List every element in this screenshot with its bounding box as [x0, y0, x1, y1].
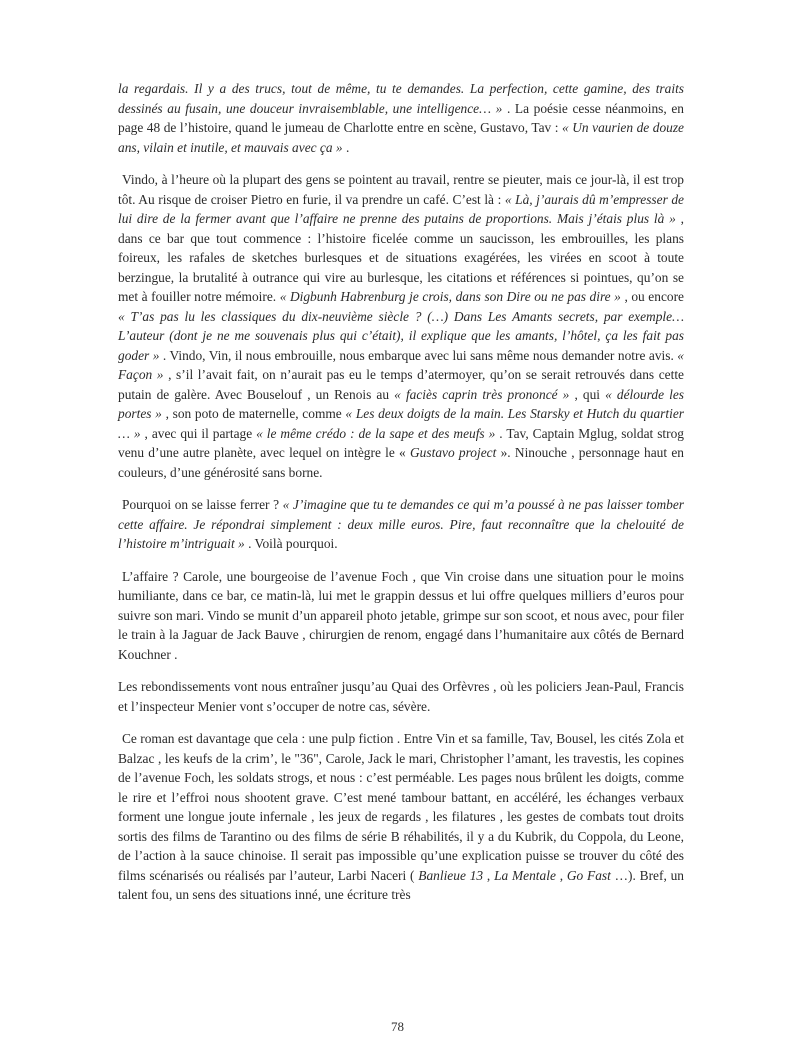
- text-run: , ou encore: [620, 289, 684, 304]
- text-run: , avec qui il partage: [140, 425, 257, 441]
- page-number: 78: [391, 1019, 404, 1034]
- text-run: , dans ce bar que tout commence : l’histoire ficelée comme un saucisson, les embrouilles, les plans foireux, les rafales de sketches burlesques et de situations exagérées, les virées en scoot à toute berzingue, la brutalité à outrance qui vire au burlesque, les citations et références si pointues, qu’on se met à fouiller notre mémoire.: [118, 211, 684, 304]
- italic-quote: La Mentale: [494, 867, 556, 883]
- italic-quote: Go Fast: [566, 867, 611, 883]
- text-run: ,: [483, 867, 495, 883]
- italic-quote: la regardais. Il y a des trucs, tout de même, tu te demandes. La perfection, cette gamine, des traits dessinés au fusain, une douceur invraisemblable, une intelligence… »: [118, 81, 684, 116]
- paragraph: [118, 79, 684, 157]
- text-run: .: [342, 139, 350, 155]
- paragraph: [118, 567, 684, 665]
- text-run: . Vindo, Vin, il nous embrouille, nous embarque avec lui sans même nous demander notre avis.: [159, 347, 678, 363]
- italic-quote: « Façon »: [118, 347, 684, 382]
- italic-quote: Banlieue 13: [418, 867, 484, 883]
- text-run: L’affaire ? Carole, une bourgeoise de l’avenue Foch , que Vin croise dans une situation pour le moins humiliante, dans ce bar, ce matin-là, lui met le grappin dessus et lui offre quelques milliers d’euros pour suivre son mari. Vindo se munit d’un appareil photo jetable, grimpe sur son scoot, et nous avec, pour filer le train à la Jaguar de Jack Bauve , chirurgien de renom, engagé dans l’humanitaire aux côtés de Bernard Kouchner .: [118, 568, 684, 662]
- italic-quote: Gustavo project: [410, 445, 497, 460]
- text-run: Ce roman est davantage que cela : une pulp fiction . Entre Vin et sa famille, Tav, Bousel, les cités Zola et Balzac , les keufs de la crim’, le "36", Carole, Jack le mari, Christopher l’amant, les travestis, les copines de l’avenue Foch, les soldats strogs, et nous : c’est perméable. Les pages nous brûlent les doigts, comme le rire et l’effroi nous shootent grave. C’est mené tambour battant, en accéléré, les échanges verbaux forment une longue joute infernale , les jeux de regards , les filatures , les gestes de combats tout droits sortis des films de Tarantino ou des films de série B réhabilités, il y a du Kubrik, du Coppola, du Leone, de l’action à la sauce chinoise. Il serait pas impossible qu’une explication puisse se trouver du côté des films scénarisés ou réalisés par l’auteur, Larbi Naceri (: [118, 731, 684, 883]
- text-run: . Voilà pourquoi.: [244, 536, 338, 551]
- text-run: ,: [555, 867, 567, 883]
- text-run: . La poésie cesse néanmoins, en page 48 de l’histoire, quand le jumeau de Charlotte entre en scène, Gustavo, Tav :: [118, 100, 684, 135]
- italic-quote: « faciès caprin très prononcé »: [394, 386, 570, 402]
- text-run: ». Ninouche , personnage haut en couleurs, d’une générosité sans borne.: [118, 445, 684, 480]
- paragraph: [118, 170, 684, 482]
- paragraph: [118, 495, 684, 554]
- paragraph: [118, 729, 684, 905]
- text-run: Vindo, à l’heure où la plupart des gens se pointent au travail, rentre se pieuter, mais ce jour-là, il est trop tôt. Au risque de croiser Pietro en furie, il va prendre un café. C’est là :: [118, 172, 684, 207]
- text-run: Les rebondissements vont nous entraîner jusqu’au Quai des Orfèvres , où les policiers Jean-Paul, Francis et l’inspecteur Menier vont s’occuper de notre cas, sévère.: [118, 679, 684, 714]
- text-run: , son poto de maternelle, comme: [161, 406, 346, 421]
- italic-quote: « Là, j’aurais dû m’empresser de lui dire de la fermer avant que l’affaire ne prenne des putains de proportions. Mais j’étais plus là »: [118, 191, 684, 226]
- italic-quote: « Les deux doigts de la main. Les Starsky et Hutch du quartier … »: [118, 406, 684, 441]
- text-run: …). Bref, un talent fou, un sens des situations inné, une écriture très: [118, 867, 684, 902]
- text-run: , s’il l’avait fait, on n’aurait pas eu le temps d’atermoyer, qu’on se serait retrouvés dans cette putain de galère. Avec Bouselouf , un Renois au: [118, 367, 684, 402]
- text-run: Pourquoi on se laisse ferrer ?: [122, 497, 283, 512]
- italic-quote: « délourde les portes »: [118, 386, 684, 421]
- italic-quote: « le même crédo : de la sape et des meufs »: [256, 425, 496, 441]
- italic-quote: « J’imagine que tu te demandes ce qui m’a poussé à ne pas laisser tomber cette affaire. Je répondrai simplement : deux mille euros. Pire, faut reconnaître que la chelouité de l’histoire m’intriguait »: [118, 497, 684, 551]
- text-run: . Tav, Captain Mglug, soldat strog venu d’une autre planète, avec lequel on intègre le «: [118, 425, 684, 460]
- text-run: , qui: [569, 386, 606, 402]
- italic-quote: « T’as pas lu les classiques du dix-neuvième siècle ? (…) Dans Les Amants secrets, par exemple… L’auteur (dont je ne me souvenais plus qui c’était), il explique que les amants, l’hôtel, ça les fait pas goder »: [118, 308, 684, 363]
- document-body: [118, 79, 684, 918]
- italic-quote: « Digbunh Habrenburg je crois, dans son Dire ou ne pas dire »: [279, 289, 621, 304]
- italic-quote: « Un vaurien de douze ans, vilain et inutile, et mauvais avec ça »: [118, 120, 684, 155]
- paragraph: [118, 677, 684, 716]
